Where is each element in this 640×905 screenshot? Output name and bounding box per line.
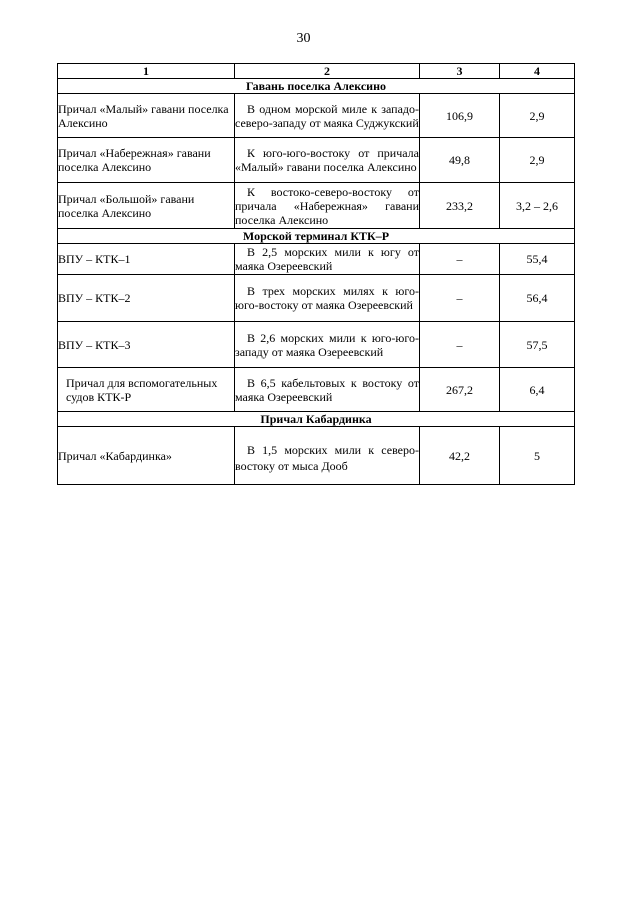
header-col-2: 2	[235, 64, 420, 79]
section-title: Морской терминал КТК–Р	[58, 229, 575, 244]
value-col-4: 2,9	[500, 94, 575, 138]
table-row	[58, 368, 575, 412]
value-col-3: 267,2	[420, 368, 500, 412]
value-col-3: 42,2	[420, 427, 500, 485]
table-row	[58, 138, 575, 183]
table-row	[58, 322, 575, 368]
value-col-3: –	[420, 244, 500, 275]
value-col-3: 49,8	[420, 138, 500, 183]
table-row	[58, 244, 575, 275]
location-description	[235, 94, 420, 138]
value-col-4: 2,9	[500, 138, 575, 183]
location-text: В 2,6 морских мили к юго-юго-западу от маяка Озереевский	[235, 330, 419, 359]
location-description	[235, 183, 420, 229]
table-row	[58, 183, 575, 229]
value-col-4: 3,2 – 2,6	[500, 183, 575, 229]
value-col-4: 55,4	[500, 244, 575, 275]
header-col-4: 4	[500, 64, 575, 79]
location-text: К востоко-северо-востоку от причала «Набережная» гавани поселка Алексино	[235, 184, 419, 227]
section-row	[58, 412, 575, 427]
berth-name: ВПУ – КТК–2	[58, 275, 235, 322]
location-text: В трех морских милях к юго-юго-востоку от маяка Озереевский	[235, 284, 419, 312]
table-row	[58, 427, 575, 485]
location-text: В 2,5 морских мили к югу от маяка Озереевский	[235, 245, 419, 273]
value-col-3: 233,2	[420, 183, 500, 229]
location-description	[235, 322, 420, 368]
value-col-4: 57,5	[500, 322, 575, 368]
page-number: 30	[296, 31, 311, 46]
location-text: В 6,5 кабельтовых к востоку от маяка Озереевский	[235, 375, 419, 404]
berth-name: ВПУ – КТК–1	[58, 244, 235, 275]
header-col-1: 1	[58, 64, 235, 79]
header-row	[58, 64, 575, 79]
location-text: К юго-юго-востоку от причала «Малый» гавани поселка Алексино	[235, 146, 419, 174]
location-description	[235, 244, 420, 275]
value-col-4: 56,4	[500, 275, 575, 322]
location-description	[235, 275, 420, 322]
berth-name: ВПУ – КТК–3	[58, 322, 235, 368]
berth-name: Причал «Набережная» гавани поселка Алексино	[58, 138, 235, 183]
berth-name: Причал «Кабардинка»	[58, 427, 235, 485]
berth-name: Причал «Большой» гавани поселка Алексино	[58, 183, 235, 229]
berth-name: Причал «Малый» гавани поселка Алексино	[58, 94, 235, 138]
value-col-4: 5	[500, 427, 575, 485]
location-description	[235, 368, 420, 412]
header-col-3: 3	[420, 64, 500, 79]
value-col-4: 6,4	[500, 368, 575, 412]
anchorage-table	[57, 63, 575, 485]
location-description	[235, 427, 420, 485]
section-title: Причал Кабардинка	[58, 412, 575, 427]
section-row	[58, 79, 575, 94]
location-description	[235, 138, 420, 183]
location-text: В 1,5 морских мили к северо-востоку от мыса Дооб	[235, 443, 419, 473]
table-row	[58, 94, 575, 138]
value-col-3: –	[420, 275, 500, 322]
value-col-3: 106,9	[420, 94, 500, 138]
berth-name: Причал для вспомогательных судов КТК-Р	[58, 368, 235, 412]
value-col-3: –	[420, 322, 500, 368]
section-row	[58, 229, 575, 244]
table-row	[58, 275, 575, 322]
section-title: Гавань поселка Алексино	[58, 79, 575, 94]
location-text: В одном морской миле к западо-северо-западу от маяка Суджукский	[235, 101, 419, 130]
